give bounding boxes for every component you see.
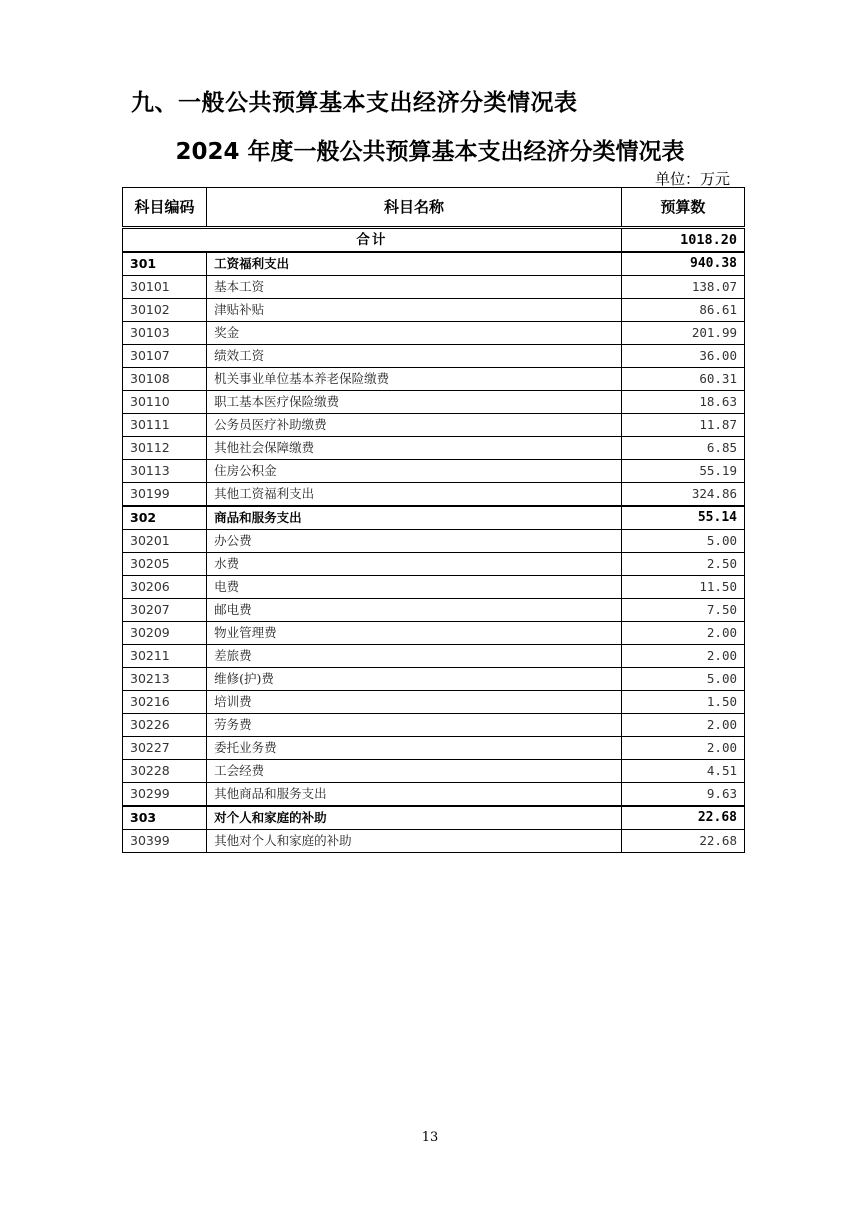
table-row xyxy=(123,830,745,853)
item-name: 其他对个人和家庭的补助 xyxy=(207,830,622,853)
item-code: 30107 xyxy=(123,345,207,368)
item-name: 其他工资福利支出 xyxy=(207,483,622,507)
table-row xyxy=(123,760,745,783)
item-amount: 18.63 xyxy=(621,391,744,414)
table-row xyxy=(123,622,745,645)
category-code: 303 xyxy=(123,806,207,830)
item-amount: 55.19 xyxy=(621,460,744,483)
table-row xyxy=(123,368,745,391)
item-amount: 6.85 xyxy=(621,437,744,460)
item-name: 其他商品和服务支出 xyxy=(207,783,622,807)
table-row xyxy=(123,391,745,414)
page-number: 13 xyxy=(421,1130,439,1145)
item-name: 培训费 xyxy=(207,691,622,714)
item-code: 30216 xyxy=(123,691,207,714)
item-name: 差旅费 xyxy=(207,645,622,668)
item-code: 30228 xyxy=(123,760,207,783)
item-amount: 2.50 xyxy=(621,553,744,576)
table-row xyxy=(123,345,745,368)
table-row xyxy=(123,599,745,622)
table-row xyxy=(123,276,745,299)
header-code: 科目编码 xyxy=(123,188,207,228)
table-row xyxy=(123,645,745,668)
item-amount: 138.07 xyxy=(621,276,744,299)
total-amount: 1018.20 xyxy=(621,228,744,253)
item-code: 30206 xyxy=(123,576,207,599)
category-name: 对个人和家庭的补助 xyxy=(207,806,622,830)
category-code: 301 xyxy=(123,252,207,276)
table-row xyxy=(123,530,745,553)
item-code: 30211 xyxy=(123,645,207,668)
item-amount: 2.00 xyxy=(621,622,744,645)
item-code: 30110 xyxy=(123,391,207,414)
item-code: 30213 xyxy=(123,668,207,691)
table-header-row xyxy=(123,188,745,228)
table-row xyxy=(123,414,745,437)
category-name: 工资福利支出 xyxy=(207,252,622,276)
item-code: 30226 xyxy=(123,714,207,737)
item-amount: 4.51 xyxy=(621,760,744,783)
table-row xyxy=(123,299,745,322)
item-code: 30103 xyxy=(123,322,207,345)
item-name: 绩效工资 xyxy=(207,345,622,368)
category-row xyxy=(123,506,745,530)
item-name: 委托业务费 xyxy=(207,737,622,760)
item-name: 奖金 xyxy=(207,322,622,345)
unit-label: 单位：万元 xyxy=(654,170,730,188)
item-code: 30227 xyxy=(123,737,207,760)
item-code: 30199 xyxy=(123,483,207,507)
item-amount: 36.00 xyxy=(621,345,744,368)
table-row xyxy=(123,576,745,599)
budget-table xyxy=(122,187,745,853)
item-amount: 60.31 xyxy=(621,368,744,391)
item-code: 30112 xyxy=(123,437,207,460)
item-amount: 1.50 xyxy=(621,691,744,714)
item-name: 维修(护)费 xyxy=(207,668,622,691)
section-heading: 九、一般公共预算基本支出经济分类情况表 xyxy=(131,90,578,116)
category-row xyxy=(123,252,745,276)
item-name: 基本工资 xyxy=(207,276,622,299)
header-amount: 预算数 xyxy=(621,188,744,228)
item-amount: 5.00 xyxy=(621,668,744,691)
table-row xyxy=(123,691,745,714)
item-code: 30209 xyxy=(123,622,207,645)
table-row xyxy=(123,553,745,576)
item-amount: 2.00 xyxy=(621,737,744,760)
item-name: 邮电费 xyxy=(207,599,622,622)
item-name: 劳务费 xyxy=(207,714,622,737)
item-name: 公务员医疗补助缴费 xyxy=(207,414,622,437)
item-amount: 7.50 xyxy=(621,599,744,622)
item-amount: 324.86 xyxy=(621,483,744,507)
item-amount: 11.50 xyxy=(621,576,744,599)
item-amount: 2.00 xyxy=(621,714,744,737)
header-name: 科目名称 xyxy=(207,188,622,228)
item-amount: 86.61 xyxy=(621,299,744,322)
table-body xyxy=(123,228,745,853)
item-amount: 11.87 xyxy=(621,414,744,437)
table-row xyxy=(123,483,745,507)
total-row xyxy=(123,228,745,253)
item-name: 办公费 xyxy=(207,530,622,553)
item-code: 30207 xyxy=(123,599,207,622)
table-row xyxy=(123,714,745,737)
item-code: 30299 xyxy=(123,783,207,807)
table-row xyxy=(123,668,745,691)
item-amount: 201.99 xyxy=(621,322,744,345)
item-code: 30108 xyxy=(123,368,207,391)
table-row xyxy=(123,737,745,760)
item-name: 工会经费 xyxy=(207,760,622,783)
total-label: 合计 xyxy=(123,228,622,253)
item-name: 水费 xyxy=(207,553,622,576)
item-amount: 22.68 xyxy=(621,830,744,853)
item-code: 30101 xyxy=(123,276,207,299)
item-code: 30205 xyxy=(123,553,207,576)
table-row xyxy=(123,322,745,345)
item-name: 津贴补贴 xyxy=(207,299,622,322)
category-amount: 55.14 xyxy=(621,506,744,530)
item-name: 职工基本医疗保险缴费 xyxy=(207,391,622,414)
item-code: 30201 xyxy=(123,530,207,553)
table-row xyxy=(123,460,745,483)
category-amount: 22.68 xyxy=(621,806,744,830)
item-name: 物业管理费 xyxy=(207,622,622,645)
item-code: 30113 xyxy=(123,460,207,483)
category-row xyxy=(123,806,745,830)
item-amount: 2.00 xyxy=(621,645,744,668)
category-name: 商品和服务支出 xyxy=(207,506,622,530)
item-name: 其他社会保障缴费 xyxy=(207,437,622,460)
category-code: 302 xyxy=(123,506,207,530)
item-name: 电费 xyxy=(207,576,622,599)
category-amount: 940.38 xyxy=(621,252,744,276)
item-amount: 9.63 xyxy=(621,783,744,807)
item-code: 30102 xyxy=(123,299,207,322)
item-code: 30111 xyxy=(123,414,207,437)
item-code: 30399 xyxy=(123,830,207,853)
item-name: 机关事业单位基本养老保险缴费 xyxy=(207,368,622,391)
table-row xyxy=(123,783,745,807)
item-amount: 5.00 xyxy=(621,530,744,553)
table-title: 2024 年度一般公共预算基本支出经济分类情况表 xyxy=(175,139,685,165)
table-row xyxy=(123,437,745,460)
item-name: 住房公积金 xyxy=(207,460,622,483)
